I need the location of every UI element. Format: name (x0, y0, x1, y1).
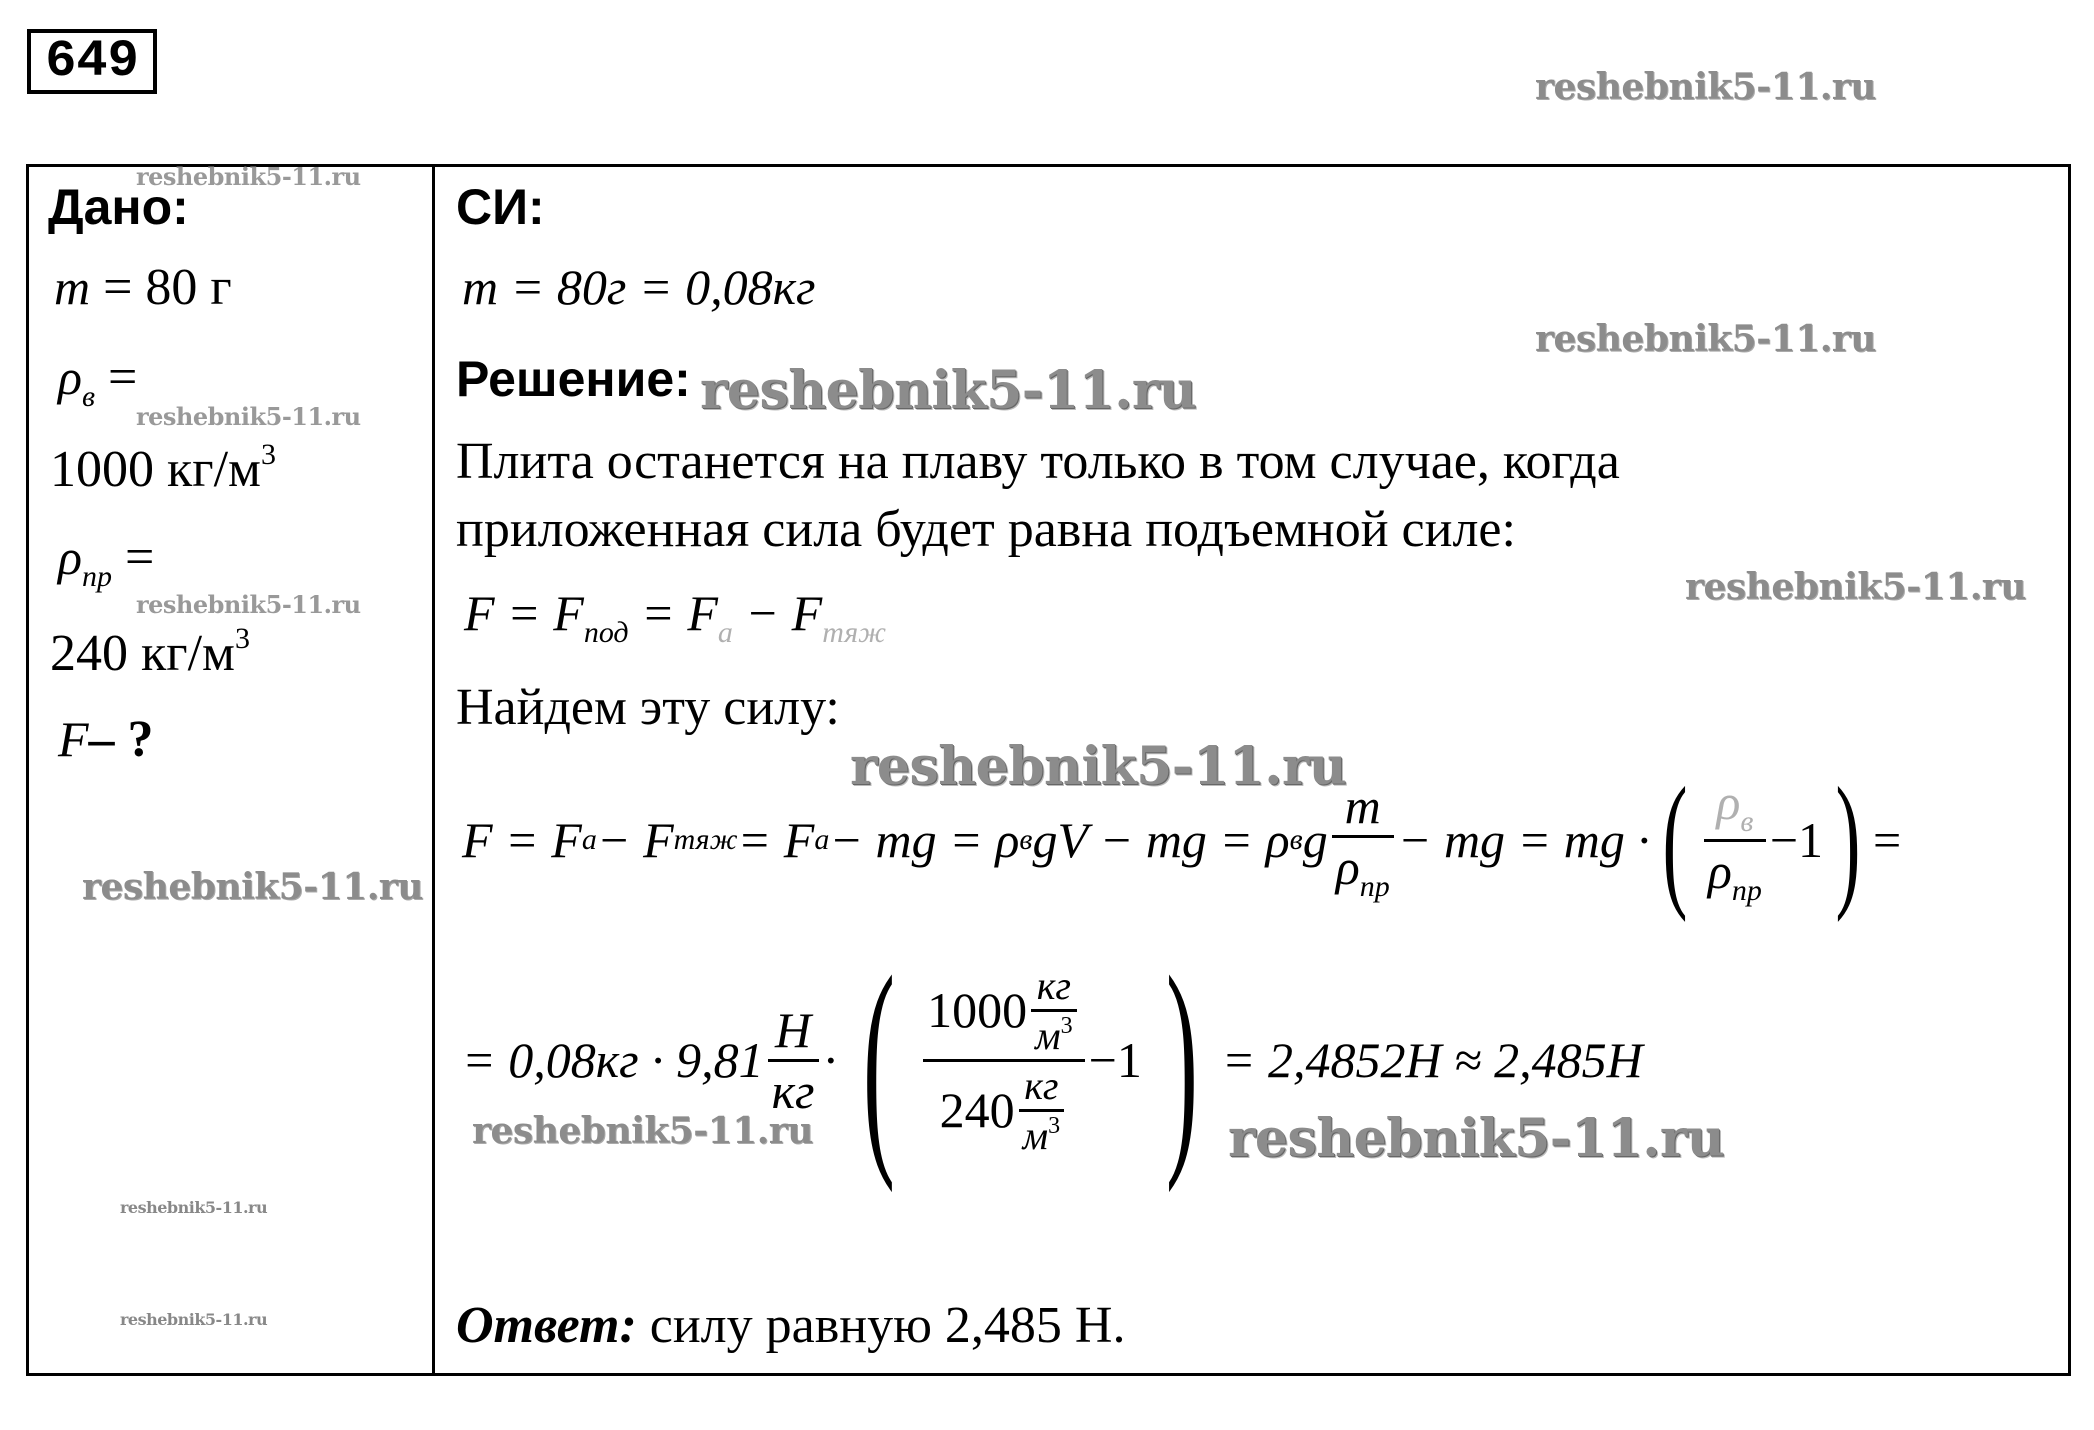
fraction-density-ratio: $\frac{\rho_в}{\rho_{пр}}$ (1704, 773, 1766, 908)
watermark: reshebnik5-11.ru (1535, 318, 1876, 360)
solution-title: Решение: (456, 351, 691, 407)
problem-number: 649 (27, 29, 157, 94)
given-rho-water: $\rho_в$ = (58, 349, 138, 413)
watermark: reshebnik5-11.ru (136, 590, 361, 619)
given-rho-water-value: 1000 $кг/м^3$ (50, 438, 276, 498)
watermark: reshebnik5-11.ru (1535, 66, 1876, 108)
column-divider (432, 164, 435, 1376)
watermark: reshebnik5-11.ru (136, 162, 361, 191)
answer: Ответ: силу равную 2,485 Н. (456, 1297, 1126, 1354)
watermark: reshebnik5-11.ru (82, 866, 423, 908)
watermark: reshebnik5-11.ru (1685, 566, 2026, 608)
watermark: reshebnik5-11.ru (120, 1310, 268, 1329)
given-rho-foam: $\rho_{пр}$ = (58, 529, 155, 593)
solution-text-line1: Плита останется на плаву только в том случае, когда (456, 433, 1620, 490)
given-find: F– ? (58, 711, 154, 768)
watermark: reshebnik5-11.ru (850, 736, 1347, 797)
si-title: СИ: (456, 179, 545, 235)
watermark: reshebnik5-11.ru (136, 402, 361, 431)
watermark: reshebnik5-11.ru (700, 360, 1197, 421)
given-title: Дано: (48, 179, 189, 235)
si-conversion: m = 80г = 0,08кг (462, 259, 816, 315)
equation-force-balance: $F = F_{под} = F_а - F_{тяж}$ (464, 585, 887, 649)
watermark: reshebnik5-11.ru (120, 1198, 268, 1217)
watermark: reshebnik5-11.ru (472, 1110, 813, 1152)
solution-text-line2: приложенная сила будет равна подъемной силе: (456, 501, 1516, 558)
equation-derivation: F = F а − F тяж = F а − mg = ρ в gV − mg = ρ в g $\frac{m}{\rho_{пр}}$ − mg = mg · ( $\frac{\rho_в}{\rho_{пр}}$ −1 ) = (462, 757, 1902, 923)
equation-calculation: = 0,08кг · 9,81 $\frac{Н}{кг}$ · ( 1000 $\frac{кг}{м^3}$ 240 $\frac{кг}{м^3}$ −1 ) = 2,4852Н ≈ 2,485Н (462, 927, 1643, 1193)
given-rho-foam-value: 240 $кг/м^3$ (50, 622, 250, 682)
fraction-unit-n-kg: $\frac{Н}{кг}$ (768, 1001, 819, 1120)
given-mass: m = 80 г (54, 259, 232, 316)
watermark: reshebnik5-11.ru (1228, 1108, 1725, 1169)
fraction-mass-density: $\frac{m}{\rho_{пр}}$ (1332, 777, 1394, 904)
fraction-density-values: 1000 $\frac{кг}{м^3}$ 240 $\frac{кг}{м^3}$ (923, 962, 1085, 1159)
find-force-text: Найдем эту силу: (456, 679, 840, 736)
